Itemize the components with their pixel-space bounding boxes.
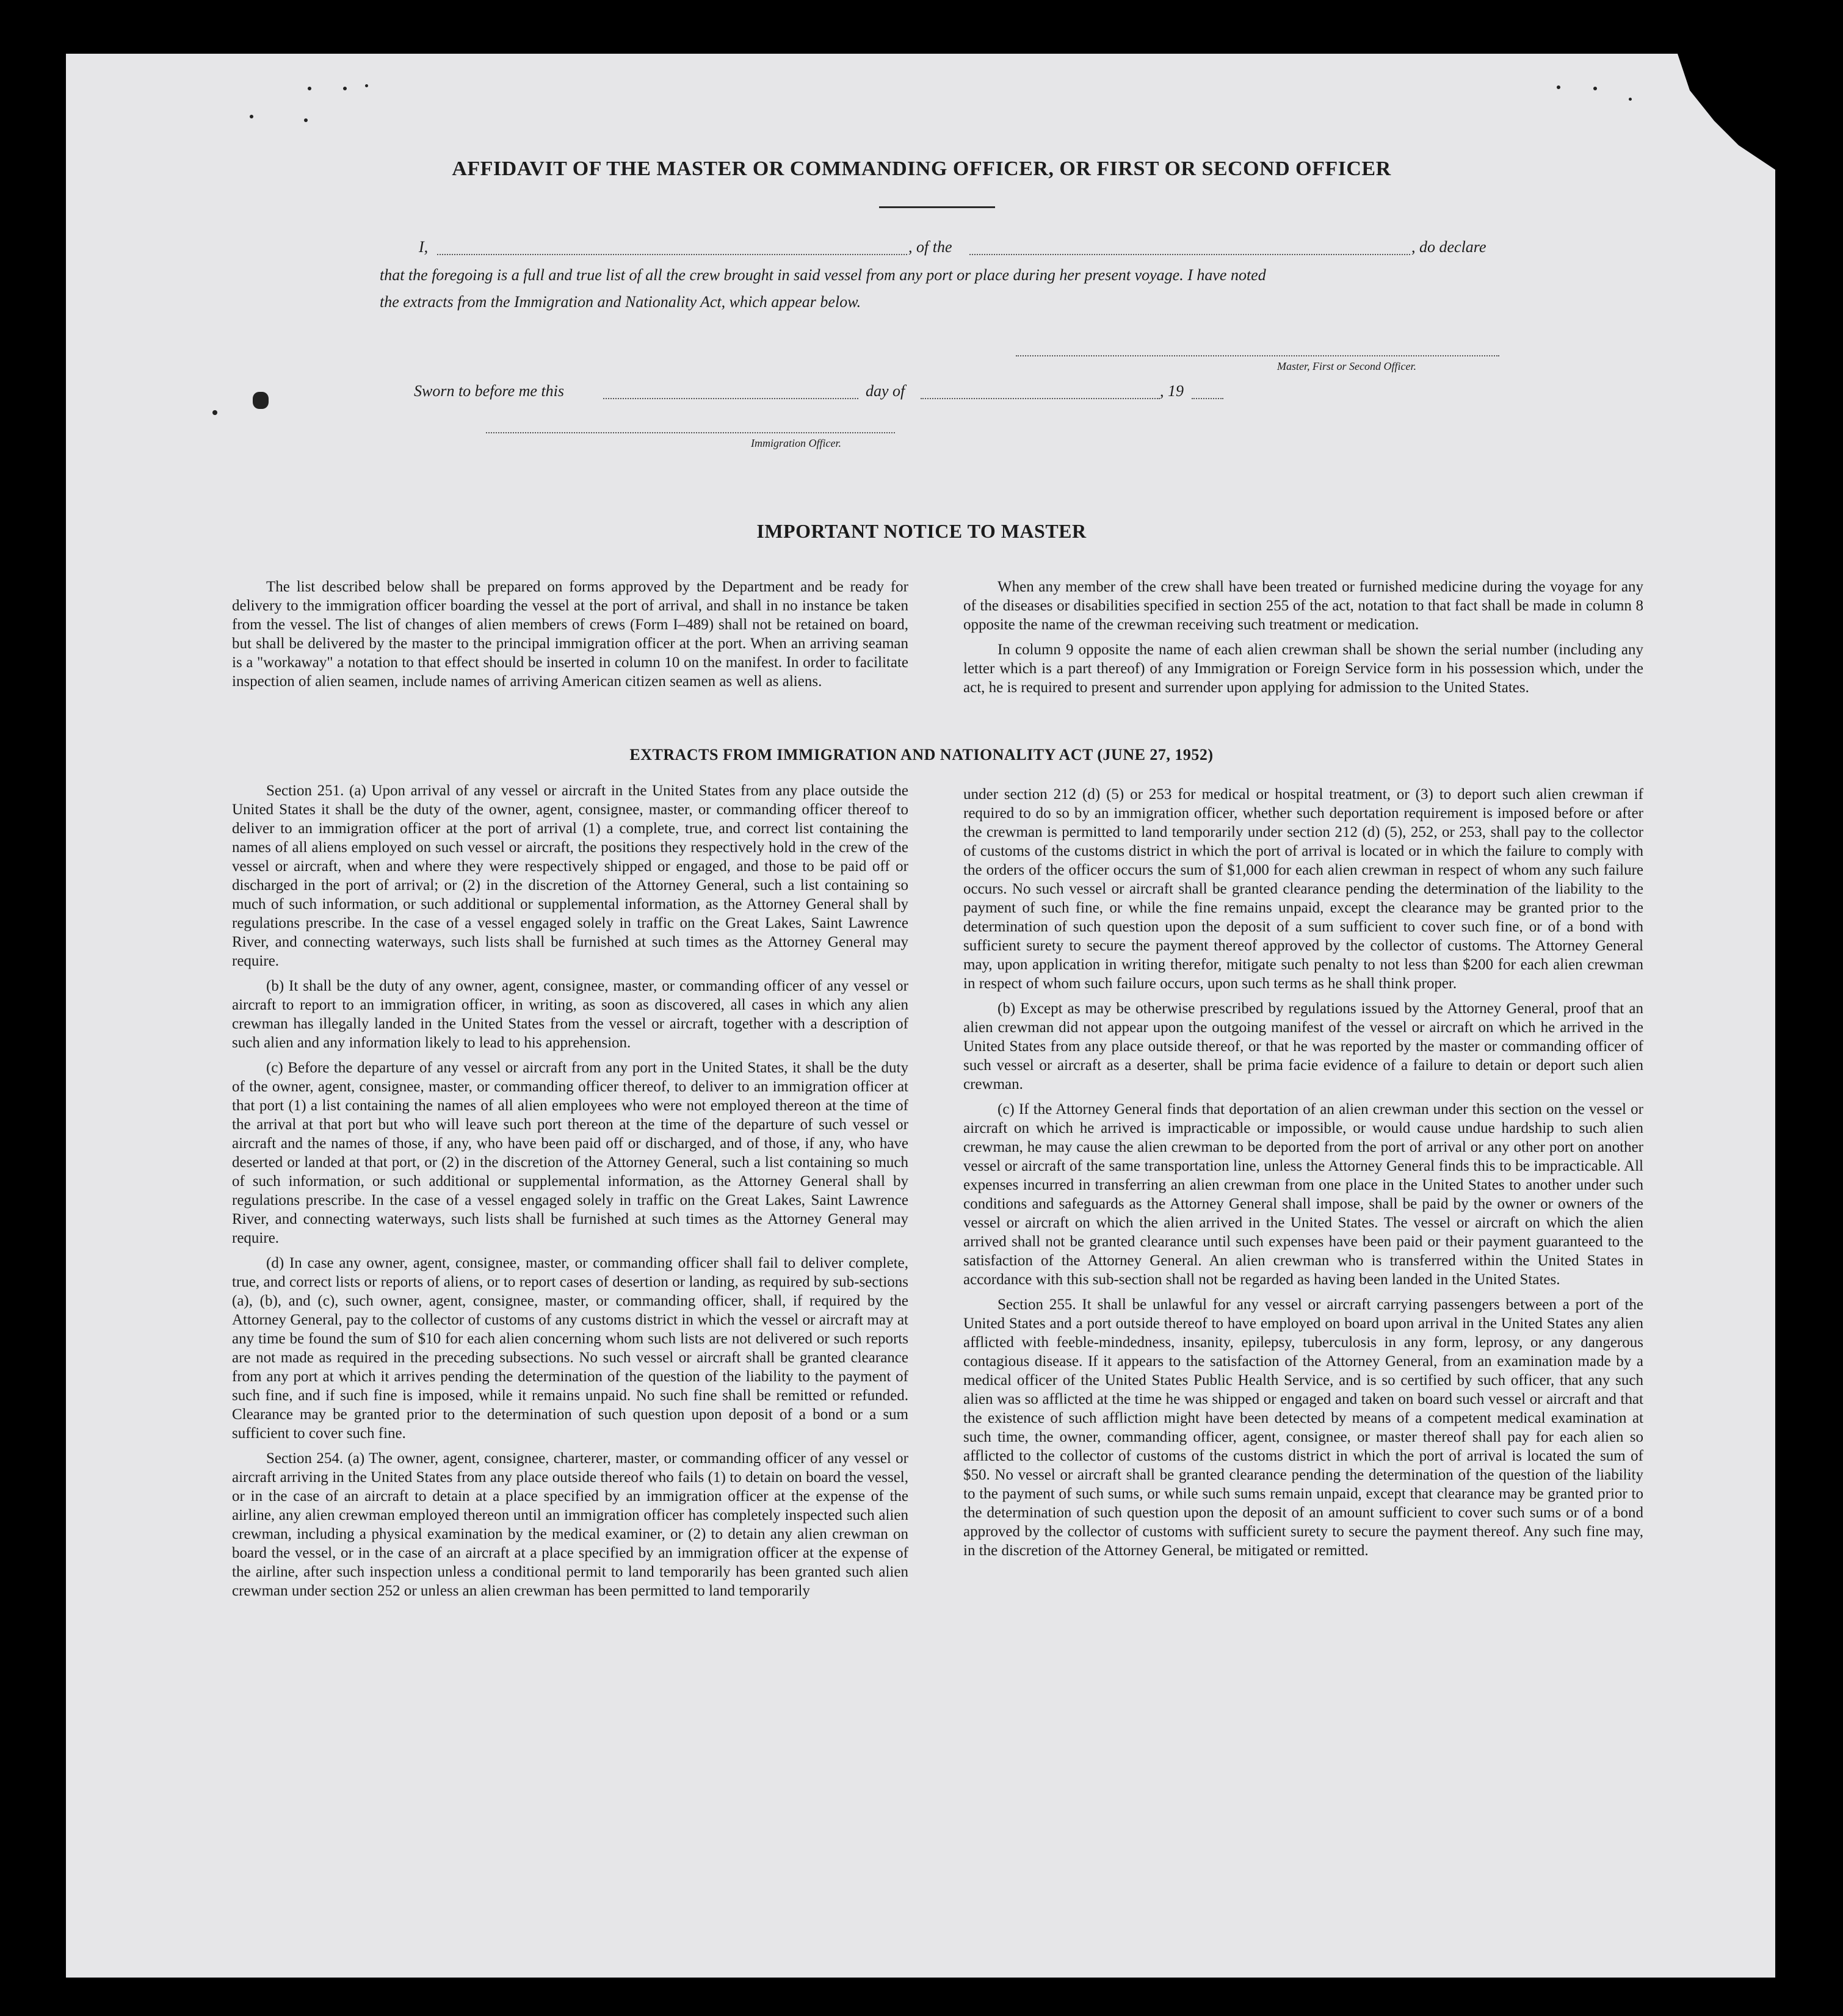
ink-speck [343,87,347,90]
notice-left-paragraph: The list described below shall be prepared on forms approved by the Department and be ready for delivery to the immigration officer boarding the vessel at the port of arrival, and shall in no instance be taken from the vessel. The list of changes of alien members of crews (Form I–489) shall not be retained on board, but shall be delivered by the master to the principal immigration officer at the port. When an arriving seaman is a "workaway" a notation to that effect should be inserted in column 10 on the manifest. In order to facilitate inspection of alien seamen, include names of arriving American citizen seamen as well as aliens. [232,579,908,690]
section-251-b: (b) It shall be the duty of any owner, agent, consignee, master, or commanding officer of any vessel or aircraft to report to an immigration officer, in writing, as soon as discovered, all cases in which any alien crewman has illegally landed in the United States from the vessel or aircraft, together with a description of such alien and any information likely to lead to his apprehension. [232,978,908,1051]
name-blank-line[interactable] [437,254,907,255]
title-rule [879,206,995,208]
ink-speck [308,87,311,90]
section-251-d: (d) In case any owner, agent, consignee, master, or commanding officer shall fail to deliver complete, true, and correct lists or reports of aliens, or to report cases of desertion or landing, as required by sub-sections (a), (b), and (c), such owner, agent, consignee, master, or commanding officer, shall, if required by the Attorney General, pay to the collector of customs of any customs district in which the vessel or aircraft may at any time be found the sum of $10 for each alien concerning whom such lists are not delivered or such reports are not made as required in the preceding subsections. No such vessel or aircraft shall be granted clearance from any port at which it arrives pending the determination of the question of the liability to the payment of such fine, and if such fine is imposed, while it remains unpaid. No such fine shall be remitted or refunded. Clearance may be granted prior to the determination of such question upon deposit of a bond or a sum sufficient to cover such fine. [232,1255,908,1442]
master-signature-line[interactable] [1016,355,1499,356]
section-254-a-continued: under section 212 (d) (5) or 253 for medical or hospital treatment, or (3) to deport such alien crewman if required to do so by an immigration officer, whether such deportation requirement is imposed before or after the crewman is permitted to land temporarily under section 212 (d) (5), 252, or 253, shall pay to the collector of customs of the customs district in which the port of arrival is located or in which the failure to comply with the orders of the officer occurs the sum of $1,000 for each alien crewman in respect of whom any such failure occurs. No such vessel or aircraft shall be granted clearance pending the determination of the liability to the payment of such fine, or while the fine remains unpaid, except the clearance may be granted prior to the determination of such question upon the deposit of a sum sufficient to cover such fine, or of a bond with sufficient surety to secure the payment thereof approved by the collector of customs. The Attorney General may, upon application in writing therefor, mitigate such penalty to not less than $200 for each alien crewman in respect of whom such failure occurs, upon such terms as he shall think proper. [963,786,1643,992]
officer-signature-line[interactable] [486,432,895,433]
master-signature-label: Master, First or Second Officer. [1277,360,1416,372]
section-254-b: (b) Except as may be otherwise prescribed by regulations issued by the Attorney General, proof that an alien crewman did not appear upon the outgoing manifest of the vessel or aircraft on which he arrived in the United States from any place outside thereof, or that he was reported by the master or commanding officer of such vessel or aircraft as a deserter, shall be prima facie evidence of a failure to detain or deport such alien crewman. [963,1000,1643,1093]
notice-right-paragraph-2: In column 9 opposite the name of each alien crewman shall be shown the serial number (including any letter which is a part thereof) of any Immigration or Foreign Service form in his possession which, under the act, he is required to present and surrender upon applying for admission to the United States. [963,641,1643,696]
section-251-c: (c) Before the departure of any vessel or aircraft from any port in the United States, it shall be the duty of the owner, agent, consignee, master, or commanding officer thereof, to deliver to an immigration officer at that port (1) a list containing the names of all alien employees who were not employed thereon at the time of the arrival at that port but who will leave such port thereon at the time of the departure of such vessel or aircraft and the names of those, if any, who have been paid off or discharged, and of those, if any, who have deserted or landed at that port, or (2) in the discretion of the Attorney General, such a list containing so much of such information, or such additional or supplemental information, as the Attorney General shall by regulations prescribe. In the case of a vessel engaged solely in traffic on the Great Lakes, Saint Lawrence River, and connecting waterways, such lists shall be furnished at such times as the Attorney General may require. [232,1060,908,1246]
extracts-title: EXTRACTS FROM IMMIGRATION AND NATIONALITY ACT (JUNE 27, 1952) [629,746,1214,764]
extracts-right-column [963,785,1643,1566]
affidavit-do-declare: , do declare [1411,238,1486,256]
ink-speck [250,115,253,118]
affidavit-i: I, [419,238,429,256]
affidavit-line-2: that the foregoing is a full and true list of all the crew brought in said vessel from any port or place during her present voyage. I have noted [380,266,1266,284]
ink-speck [1629,98,1632,101]
ink-speck [212,410,217,415]
ink-speck [1593,87,1597,90]
notice-right-paragraph-1: When any member of the crew shall have been treated or furnished medicine during the voyage for any of the diseases or disabilities specified in section 255 of the act, notation to that fact shall be made in column 8 opposite the name of the crewman receiving such treatment or medication. [963,579,1643,633]
sworn-day-blank[interactable] [603,398,858,399]
section-255: Section 255. It shall be unlawful for any vessel or aircraft carrying passengers between a port of the United States and a port outside thereof to have employed on board upon arrival in the United States any alien afflicted with feeble-mindedness, insanity, epilepsy, tuberculosis in any form, leprosy, or any dangerous contagious disease. If it appears to the satisfaction of the Attorney General, from an examination made by a medical officer of the United States Public Health Service, and is so certified by such officer, that any such alien was so afflicted at the time he was shipped or engaged and taken on board such vessel or aircraft and that the existence of such affliction might have been detected by means of a competent medical examination at such time, the owner, commanding officer, agent, consignee, or master thereof shall pay for each alien so afflicted to the collector of customs of the customs district in which the port of arrival is located the sum of $50. No vessel or aircraft shall be granted clearance pending the determination of the question of the liability to the payment of such sums, or while such sums remain unpaid, except that clearance may be granted prior to the determination of such question upon the deposit of an amount sufficient to cover such sums or of a bond approved by the collector of customs with sufficient surety to secure the payment thereof. Any such fine may, in the discretion of the Attorney General, be mitigated or remitted. [963,1296,1643,1559]
section-251-a: Section 251. (a) Upon arrival of any vessel or aircraft in the United States from any place outside the United States it shall be the duty of the owner, agent, consignee, master, or commanding officer thereof to deliver to an immigration officer at the port of arrival (1) a complete, true, and correct list containing the names of all aliens employed on such vessel or aircraft, the positions they respectively hold in the crew of the vessel or aircraft, when and where they were respectively shipped or engaged, and those to be paid off or discharged in the port of arrival; or (2) in the discretion of the Attorney General, such a list containing so much of such information, or such additional or supplemental information, as the Attorney General shall by regulations prescribe. In the case of a vessel engaged solely in traffic on the Great Lakes, Saint Lawrence River, and connecting waterways, such lists shall be furnished at such times as the Attorney General may require. [232,782,908,969]
affidavit-title: AFFIDAVIT OF THE MASTER OR COMMANDING OFFICER, OR FIRST OR SECOND OFFICER [452,157,1391,180]
ink-blot [253,392,269,409]
section-254-c: (c) If the Attorney General finds that deportation of an alien crewman under this section on the vessel or aircraft on which he arrived is impracticable or impossible, or would cause undue hardship to such alien crewman, he may cause the alien crewman to be deported from the port of arrival or any other port on another vessel or aircraft of the same transportation line, unless the Attorney General finds this to be impracticable. All expenses incurred in transferring an alien crewman from one place in the United States to another under such conditions and safeguards as the Attorney General shall impose, shall be paid by the owner or owners of the vessel or aircraft on which the alien arrived in the United States. The vessel or aircraft on which the alien arrived shall not be granted clearance until such expenses have been paid or their payment guaranteed to the satisfaction of the Attorney General. An alien crewman who is transferred within the United States in accordance with this sub-section shall not be regarded as having been landed in the United States. [963,1101,1643,1288]
year-blank[interactable] [1192,398,1223,399]
notice-title: IMPORTANT NOTICE TO MASTER [756,520,1087,542]
day-of-text: day of [866,382,905,400]
section-254-a: Section 254. (a) The owner, agent, consignee, charterer, master, or commanding officer of any vessel or aircraft arriving in the United States from any place outside thereof who fails (1) to detain on board the vessel, or in the case of an aircraft to detain at a place specified by an immigration officer at the expense of the airline, any alien crewman employed thereon until an immigration officer has completely inspected such alien crewman, including a physical examination by the medical examiner, or (2) to detain any alien crewman on board the vessel, or in the case of an aircraft at a place specified by an immigration officer at the expense of the airline, after such inspection unless a conditional permit to land temporarily has been granted such alien crewman under section 252 or unless an alien crewman has been permitted to land temporarily [232,1450,908,1599]
sworn-month-blank[interactable] [921,398,1160,399]
extracts-left-column [232,781,908,1606]
ink-speck [365,84,368,87]
vessel-blank-line[interactable] [969,254,1410,255]
affidavit-of-the: , of the [908,238,952,256]
ink-speck [304,118,308,122]
officer-signature-label: Immigration Officer. [751,437,841,449]
sworn-text: Sworn to before me this [414,382,565,400]
affidavit-line-3: the extracts from the Immigration and Nationality Act, which appear below. [380,293,861,311]
ink-speck [1557,85,1560,89]
notice-right-column [963,577,1643,703]
year-text: , 19 [1160,382,1184,400]
notice-left-column [232,577,908,697]
